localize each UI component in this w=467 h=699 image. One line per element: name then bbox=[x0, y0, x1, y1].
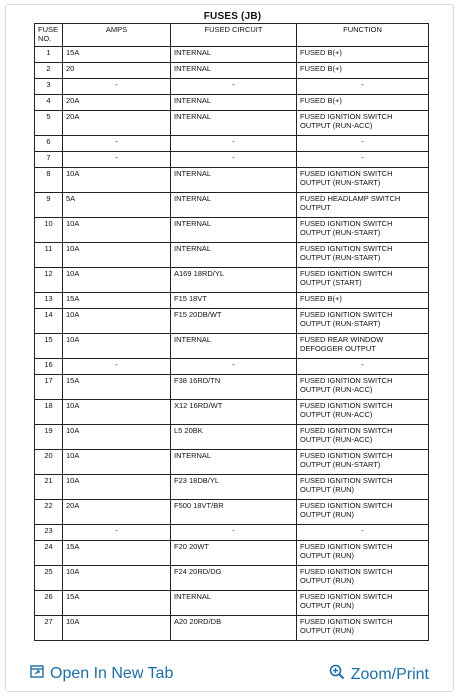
fuse-number-cell: 5 bbox=[35, 111, 63, 136]
table-row bbox=[35, 525, 429, 541]
amps-cell: - bbox=[63, 152, 171, 168]
fuse-number-cell: 22 bbox=[35, 500, 63, 525]
fused-circuit-cell: INTERNAL bbox=[171, 218, 297, 243]
fused-circuit-cell: F500 18VT/BR bbox=[171, 500, 297, 525]
function-cell: FUSED IGNITION SWITCH OUTPUT (RUN) bbox=[297, 566, 429, 591]
table-row bbox=[35, 500, 429, 525]
amps-cell: 10A bbox=[63, 309, 171, 334]
fused-circuit-cell: INTERNAL bbox=[171, 168, 297, 193]
amps-cell: 10A bbox=[63, 475, 171, 500]
function-cell: FUSED IGNITION SWITCH OUTPUT (RUN-START) bbox=[297, 309, 429, 334]
table-row bbox=[35, 152, 429, 168]
table-header-row bbox=[35, 24, 429, 47]
fuse-number-cell: 6 bbox=[35, 136, 63, 152]
table-row bbox=[35, 293, 429, 309]
fused-circuit-cell: - bbox=[171, 136, 297, 152]
amps-cell: 15A bbox=[63, 591, 171, 616]
fuse-number-cell: 27 bbox=[35, 616, 63, 641]
fuse-number-cell: 18 bbox=[35, 400, 63, 425]
fuse-number-cell: 9 bbox=[35, 193, 63, 218]
function-cell: FUSED B(+) bbox=[297, 95, 429, 111]
table-row bbox=[35, 400, 429, 425]
table-row bbox=[35, 79, 429, 95]
open-in-new-tab-label: Open In New Tab bbox=[50, 664, 174, 682]
fuse-number-cell: 10 bbox=[35, 218, 63, 243]
amps-cell: 20 bbox=[63, 63, 171, 79]
fused-circuit-cell: - bbox=[171, 152, 297, 168]
function-cell: FUSED B(+) bbox=[297, 293, 429, 309]
function-cell: FUSED IGNITION SWITCH OUTPUT (RUN) bbox=[297, 475, 429, 500]
fuse-number-cell: 25 bbox=[35, 566, 63, 591]
open-in-new-tab-button[interactable] bbox=[30, 664, 173, 683]
header-fuse-no: FUSE NO. bbox=[35, 24, 63, 47]
function-cell: FUSED IGNITION SWITCH OUTPUT (RUN-START) bbox=[297, 218, 429, 243]
table-row bbox=[35, 243, 429, 268]
fused-circuit-cell: INTERNAL bbox=[171, 193, 297, 218]
amps-cell: 15A bbox=[63, 375, 171, 400]
fused-circuit-cell: A169 18RD/YL bbox=[171, 268, 297, 293]
fuse-number-cell: 15 bbox=[35, 334, 63, 359]
fuse-number-cell: 13 bbox=[35, 293, 63, 309]
function-cell: - bbox=[297, 79, 429, 95]
header-fused-circuit: FUSED CIRCUIT bbox=[171, 24, 297, 47]
table-row bbox=[35, 359, 429, 375]
table-row bbox=[35, 218, 429, 243]
amps-cell: 10A bbox=[63, 425, 171, 450]
fuse-number-cell: 3 bbox=[35, 79, 63, 95]
table-row bbox=[35, 136, 429, 152]
function-cell: - bbox=[297, 359, 429, 375]
fuse-number-cell: 8 bbox=[35, 168, 63, 193]
table-row bbox=[35, 309, 429, 334]
table-row bbox=[35, 268, 429, 293]
fused-circuit-cell: INTERNAL bbox=[171, 47, 297, 63]
fuse-number-cell: 26 bbox=[35, 591, 63, 616]
fused-circuit-cell: F15 18VT bbox=[171, 293, 297, 309]
table-row bbox=[35, 375, 429, 400]
document-title: FUSES (JB) bbox=[203, 11, 262, 22]
fused-circuit-cell: INTERNAL bbox=[171, 243, 297, 268]
table-row bbox=[35, 616, 429, 641]
open-in-new-tab-icon bbox=[30, 664, 44, 683]
function-cell: - bbox=[297, 152, 429, 168]
header-amps: AMPS bbox=[63, 24, 171, 47]
fused-circuit-cell: A20 20RD/DB bbox=[171, 616, 297, 641]
image-frame bbox=[5, 4, 454, 692]
function-cell: FUSED HEADLAMP SWITCH OUTPUT bbox=[297, 193, 429, 218]
fuse-number-cell: 20 bbox=[35, 450, 63, 475]
fused-circuit-cell: X12 16RD/WT bbox=[171, 400, 297, 425]
table-row bbox=[35, 425, 429, 450]
zoom-print-label: Zoom/Print bbox=[350, 665, 429, 683]
function-cell: FUSED IGNITION SWITCH OUTPUT (RUN-ACC) bbox=[297, 425, 429, 450]
fuse-table-body bbox=[35, 47, 429, 641]
amps-cell: 10A bbox=[63, 450, 171, 475]
zoom-print-button[interactable] bbox=[329, 664, 429, 685]
amps-cell: 20A bbox=[63, 500, 171, 525]
fused-circuit-cell: F38 16RD/TN bbox=[171, 375, 297, 400]
amps-cell: 20A bbox=[63, 111, 171, 136]
table-row bbox=[35, 95, 429, 111]
fuse-table bbox=[34, 23, 429, 641]
amps-cell: 15A bbox=[63, 293, 171, 309]
fuse-number-cell: 7 bbox=[35, 152, 63, 168]
table-row bbox=[35, 63, 429, 79]
fused-circuit-cell: INTERNAL bbox=[171, 63, 297, 79]
fused-circuit-cell: F15 20DB/WT bbox=[171, 309, 297, 334]
function-cell: FUSED B(+) bbox=[297, 47, 429, 63]
table-row bbox=[35, 47, 429, 63]
amps-cell: 10A bbox=[63, 400, 171, 425]
fused-circuit-cell: - bbox=[171, 359, 297, 375]
amps-cell: - bbox=[63, 359, 171, 375]
amps-cell: 15A bbox=[63, 541, 171, 566]
function-cell: - bbox=[297, 525, 429, 541]
amps-cell: - bbox=[63, 525, 171, 541]
function-cell: FUSED IGNITION SWITCH OUTPUT (START) bbox=[297, 268, 429, 293]
table-row bbox=[35, 566, 429, 591]
amps-cell: - bbox=[63, 136, 171, 152]
fuse-number-cell: 11 bbox=[35, 243, 63, 268]
table-row bbox=[35, 168, 429, 193]
function-cell: FUSED IGNITION SWITCH OUTPUT (RUN-ACC) bbox=[297, 375, 429, 400]
function-cell: FUSED IGNITION SWITCH OUTPUT (RUN-ACC) bbox=[297, 400, 429, 425]
amps-cell: 5A bbox=[63, 193, 171, 218]
function-cell: FUSED B(+) bbox=[297, 63, 429, 79]
fused-circuit-cell: INTERNAL bbox=[171, 95, 297, 111]
fused-circuit-cell: L5 20BK bbox=[171, 425, 297, 450]
fused-circuit-cell: F20 20WT bbox=[171, 541, 297, 566]
function-cell: FUSED IGNITION SWITCH OUTPUT (RUN) bbox=[297, 500, 429, 525]
fused-circuit-cell: INTERNAL bbox=[171, 111, 297, 136]
function-cell: FUSED IGNITION SWITCH OUTPUT (RUN) bbox=[297, 541, 429, 566]
amps-cell: 10A bbox=[63, 268, 171, 293]
fused-circuit-cell: - bbox=[171, 525, 297, 541]
header-function: FUNCTION bbox=[297, 24, 429, 47]
fuse-number-cell: 4 bbox=[35, 95, 63, 111]
fused-circuit-cell: INTERNAL bbox=[171, 591, 297, 616]
amps-cell: 10A bbox=[63, 243, 171, 268]
function-cell: - bbox=[297, 136, 429, 152]
function-cell: FUSED IGNITION SWITCH OUTPUT (RUN-START) bbox=[297, 243, 429, 268]
table-row bbox=[35, 111, 429, 136]
image-actions-bar bbox=[6, 655, 453, 691]
zoom-icon bbox=[329, 664, 345, 685]
fuse-number-cell: 1 bbox=[35, 47, 63, 63]
amps-cell: 10A bbox=[63, 616, 171, 641]
table-row bbox=[35, 334, 429, 359]
amps-cell: 10A bbox=[63, 334, 171, 359]
fuse-number-cell: 17 bbox=[35, 375, 63, 400]
table-row bbox=[35, 475, 429, 500]
amps-cell: 10A bbox=[63, 218, 171, 243]
fuse-document bbox=[32, 11, 433, 641]
function-cell: FUSED IGNITION SWITCH OUTPUT (RUN-START) bbox=[297, 168, 429, 193]
amps-cell: 10A bbox=[63, 168, 171, 193]
fused-circuit-cell: INTERNAL bbox=[171, 334, 297, 359]
amps-cell: 10A bbox=[63, 566, 171, 591]
fuse-number-cell: 24 bbox=[35, 541, 63, 566]
function-cell: FUSED REAR WINDOW DEFOGGER OUTPUT bbox=[297, 334, 429, 359]
fuse-number-cell: 12 bbox=[35, 268, 63, 293]
fused-circuit-cell: INTERNAL bbox=[171, 450, 297, 475]
amps-cell: 15A bbox=[63, 47, 171, 63]
function-cell: FUSED IGNITION SWITCH OUTPUT (RUN-ACC) bbox=[297, 111, 429, 136]
table-row bbox=[35, 541, 429, 566]
fused-circuit-cell: F24 20RD/DG bbox=[171, 566, 297, 591]
amps-cell: 20A bbox=[63, 95, 171, 111]
function-cell: FUSED IGNITION SWITCH OUTPUT (RUN) bbox=[297, 616, 429, 641]
function-cell: FUSED IGNITION SWITCH OUTPUT (RUN-START) bbox=[297, 450, 429, 475]
function-cell: FUSED IGNITION SWITCH OUTPUT (RUN) bbox=[297, 591, 429, 616]
fused-circuit-cell: F23 18DB/YL bbox=[171, 475, 297, 500]
fuse-number-cell: 2 bbox=[35, 63, 63, 79]
table-row bbox=[35, 591, 429, 616]
fuse-number-cell: 14 bbox=[35, 309, 63, 334]
table-row bbox=[35, 193, 429, 218]
fuse-number-cell: 23 bbox=[35, 525, 63, 541]
amps-cell: - bbox=[63, 79, 171, 95]
fuse-number-cell: 21 bbox=[35, 475, 63, 500]
table-row bbox=[35, 450, 429, 475]
fuse-number-cell: 16 bbox=[35, 359, 63, 375]
fused-circuit-cell: - bbox=[171, 79, 297, 95]
fuse-number-cell: 19 bbox=[35, 425, 63, 450]
